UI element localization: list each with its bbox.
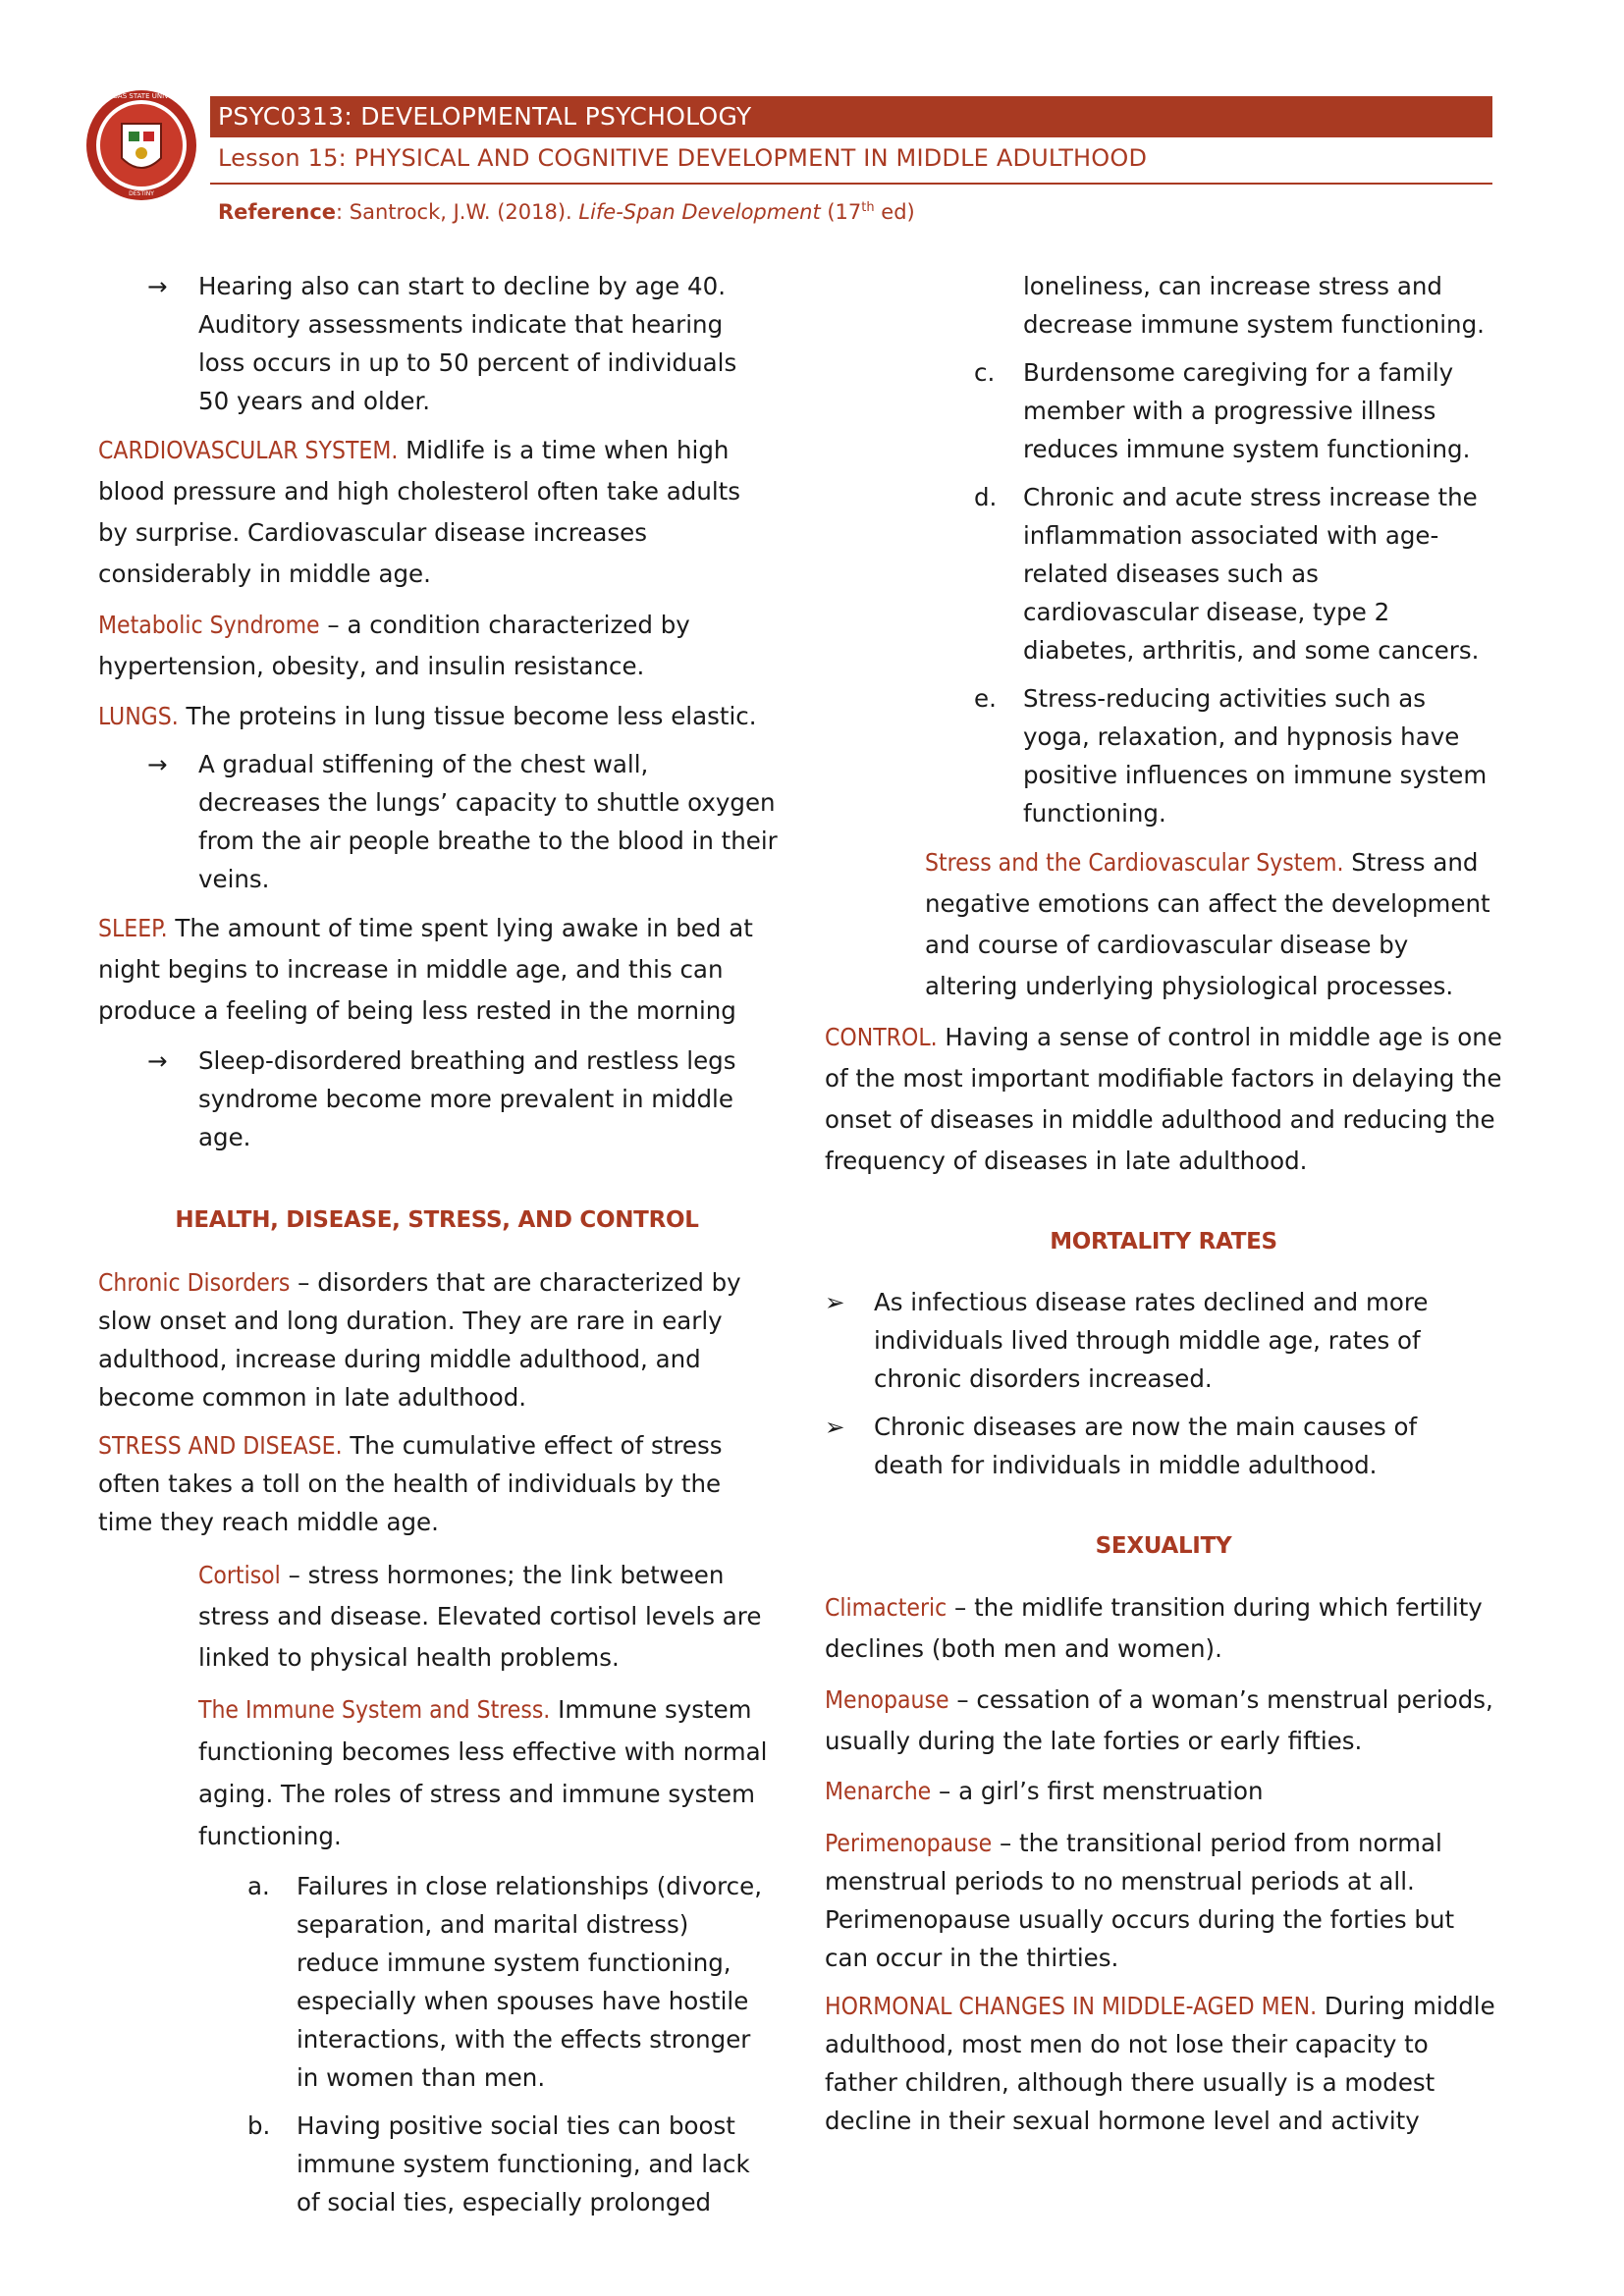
stress-disease-paragraph: STRESS AND DISEASE. The cumulative effect of stress often takes a toll on the health of individuals by the time they reach middle age. — [98, 1431, 723, 1536]
mortality-bullet-1: ➢ As infectious disease rates declined and more individuals lived through middle age, rates of chronic disorders increased. — [825, 1288, 1429, 1393]
heading-mortality: MORTALITY RATES — [1050, 1229, 1277, 1255]
cortisol-paragraph: Cortisol – stress hormones; the link between stress and disease. Elevated cortisol levels are linked to physical health problems. — [198, 1561, 762, 1672]
control-paragraph: CONTROL. Having a sense of control in middle age is one of the most important modifiable factors in delaying the onset of diseases in middle adulthood and reducing the frequency of diseases in late adulthood. — [825, 1023, 1502, 1175]
heading-sexuality: SEXUALITY — [1095, 1533, 1232, 1559]
sleep-bullet: → Sleep-disordered breathing and restless legs syndrome become more prevalent in middle age. — [147, 1046, 736, 1151]
mortality-bullet-2: ➢ Chronic diseases are now the main causes of death for individuals in middle adulthood. — [825, 1413, 1418, 1479]
lesson-title: Lesson 15: PHYSICAL AND COGNITIVE DEVELOPMENT IN MIDDLE ADULTHOOD — [218, 144, 1148, 172]
hearing-bullet: → Hearing also can start to decline by age 40. Auditory assessments indicate that hearing loss occurs in up to 50 percent of individuals 50 years and older. — [147, 272, 737, 415]
stress-cardio-paragraph: Stress and the Cardiovascular System. Stress and negative emotions can affect the development and course of cardiovascular disease by altering underlying physiological processes. — [925, 848, 1490, 1000]
university-seal-logo — [82, 84, 200, 212]
left-column — [98, 267, 776, 2221]
cardio-paragraph: CARDIOVASCULAR SYSTEM. Midlife is a time when high blood pressure and high cholesterol often take adults by surprise. Cardiovascular disease increases considerably in middle age. — [98, 436, 741, 588]
list-item-b-continued: loneliness, can increase stress and decrease immune system functioning. — [1023, 272, 1485, 339]
hormonal-paragraph: HORMONAL CHANGES IN MIDDLE-AGED MEN. During middle adulthood, most men do not lose their capacity to father children, although there usually is a modest decline in their sexual hormone level and activity — [825, 1992, 1495, 2135]
list-item-a: a. Failures in close relationships (divorce, separation, and marital distress) reduce immune system functioning, especially when spouses have hostile interactions, with the effects stronger in women than men. — [247, 1872, 763, 2092]
lungs-bullet: → A gradual stiffening of the chest wall, decreases the lungs’ capacity to shuttle oxygen from the air people breathe to the blood in their veins. — [147, 750, 778, 893]
immune-paragraph: The Immune System and Stress. Immune system functioning becomes less effective with normal aging. The roles of stress and immune system functioning. — [198, 1695, 768, 1850]
list-item-b: b. Having positive social ties can boost immune system functioning, and lack of social ties, especially prolonged — [247, 2111, 750, 2216]
sleep-paragraph: SLEEP. The amount of time spent lying awake in bed at night begins to increase in middle age, and this can produce a feeling of being less rested in the morning — [98, 914, 753, 1025]
menarche-paragraph: Menarche – a girl’s first menstruation — [825, 1777, 1264, 1805]
course-title-bar: PSYC0313: DEVELOPMENTAL PSYCHOLOGY — [210, 96, 1492, 137]
right-column — [825, 267, 1502, 2140]
list-item-e: e. Stress-reducing activities such as yoga, relaxation, and hypnosis have positive influences on immune system functioning. — [974, 684, 1488, 828]
metabolic-paragraph: Metabolic Syndrome – a condition characterized by hypertension, obesity, and insulin resistance. — [98, 611, 690, 680]
perimenopause-paragraph: Perimenopause – the transitional period from normal menstrual periods to no menstrual periods at all. Perimenopause usually occurs during the forties but can occur in the thirties. — [825, 1829, 1455, 1972]
chronic-paragraph: Chronic Disorders – disorders that are characterized by slow onset and long duration. They are rare in early adulthood, increase during middle adulthood, and become common in late adulthood. — [98, 1268, 741, 1412]
heading-health-disease: HEALTH, DISEASE, STRESS, AND CONTROL — [175, 1207, 699, 1233]
reference-line: Reference: Santrock, J.W. (2018). Life-Span Development (17th ed) — [218, 200, 915, 224]
svg-text:BATANGAS STATE UNIVERSITY: BATANGAS STATE UNIVERSITY — [89, 92, 193, 100]
lungs-paragraph: LUNGS. The proteins in lung tissue become less elastic. — [98, 702, 757, 730]
header-divider — [210, 183, 1492, 185]
menopause-paragraph: Menopause – cessation of a woman’s menstrual periods, usually during the late forties or early fifties. — [825, 1685, 1493, 1755]
climacteric-paragraph: Climacteric – the midlife transition during which fertility declines (both men and women). — [825, 1593, 1483, 1663]
list-item-c: c. Burdensome caregiving for a family member with a progressive illness reduces immune system functioning. — [974, 358, 1471, 463]
svg-text:DESTINY: DESTINY — [129, 190, 154, 197]
list-item-d: d. Chronic and acute stress increase the inflammation associated with age-related diseases such as cardiovascular disease, type 2 diabetes, arthritis, and some cancers. — [974, 483, 1480, 665]
